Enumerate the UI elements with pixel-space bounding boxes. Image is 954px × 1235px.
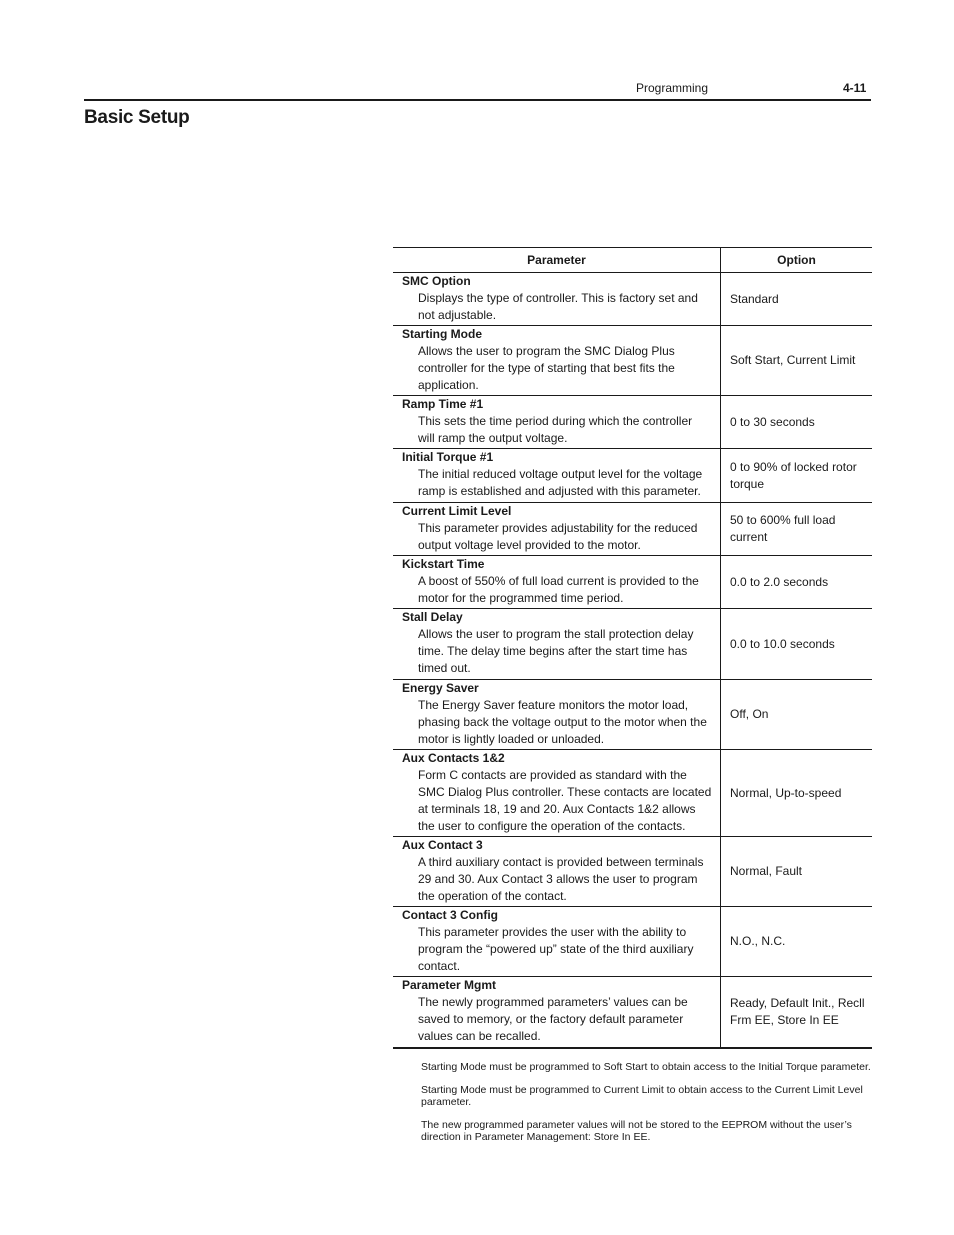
parameter-name: Starting Mode [402, 327, 482, 341]
parameter-name: Stall Delay [402, 610, 463, 624]
parameter-cell [393, 449, 721, 503]
parameter-description: This sets the time period during which the controller will ramp the output voltage. [418, 414, 693, 445]
header-section-label: Programming [636, 81, 709, 95]
footnote: Starting Mode must be programmed to Soft Start to obtain access to the Initial Torque parameter. [421, 1061, 871, 1073]
parameter-name: Parameter Mgmt [402, 978, 497, 992]
parameter-name: Energy Saver [402, 681, 479, 695]
column-header-parameter: Parameter [393, 248, 721, 273]
parameter-description: A third auxiliary contact is provided between terminals 29 and 30. Aux Contact 3 allows the user to program the operation of the contact. [418, 855, 704, 903]
parameter-cell [393, 837, 721, 907]
parameter-description: The Energy Saver feature monitors the motor load, phasing back the voltage output to the motor when the motor is lightly loaded or unloaded. [418, 698, 707, 746]
table-row [393, 907, 872, 977]
parameter-description: Allows the user to program the stall protection delay time. The delay time begins after the start time has timed out. [418, 627, 694, 675]
parameter-cell [393, 396, 721, 449]
parameter-name: Aux Contact 3 [402, 838, 483, 852]
table-header-row [393, 248, 872, 273]
parameter-name: Ramp Time #1 [402, 397, 484, 411]
table-row [393, 556, 872, 609]
option-cell: Standard [721, 273, 873, 326]
option-cell: Soft Start, Current Limit [721, 326, 873, 396]
footnotes [421, 1061, 873, 1154]
parameter-cell [393, 680, 721, 750]
parameter-cell [393, 503, 721, 556]
table-row [393, 449, 872, 503]
parameter-cell [393, 556, 721, 609]
table-row [393, 503, 872, 556]
option-cell: Ready, Default Init., Recll Frm EE, Store In EE [721, 977, 873, 1048]
column-header-option: Option [721, 248, 873, 273]
parameter-cell [393, 750, 721, 837]
parameter-table [393, 247, 872, 1049]
table-row [393, 273, 872, 326]
table-row [393, 837, 872, 907]
table-row [393, 396, 872, 449]
parameter-cell [393, 977, 721, 1048]
option-cell: Normal, Fault [721, 837, 873, 907]
parameter-description: Allows the user to program the SMC Dialog Plus controller for the type of starting that best fits the application. [418, 344, 675, 392]
parameter-description: This parameter provides the user with the ability to program the “powered up” state of the third auxiliary contact. [418, 925, 694, 973]
table-row [393, 326, 872, 396]
parameter-name: Aux Contacts 1&2 [402, 751, 505, 765]
table-row [393, 680, 872, 750]
parameter-name: SMC Option [402, 274, 471, 288]
parameter-name: Current Limit Level [402, 504, 512, 518]
parameter-name: Initial Torque #1 [402, 450, 494, 464]
parameter-cell [393, 326, 721, 396]
parameter-description: Displays the type of controller. This is factory set and not adjustable. [418, 291, 698, 322]
table-row [393, 609, 872, 680]
option-cell: 50 to 600% full load current [721, 503, 873, 556]
footnote: The new programmed parameter values will not be stored to the EEPROM without the user’s direction in Parameter Management: Store In EE. [421, 1119, 852, 1143]
parameter-name: Contact 3 Config [402, 908, 498, 922]
parameter-description: The newly programmed parameters’ values can be saved to memory, or the factory default parameter values can be recalled. [418, 995, 688, 1043]
parameter-description: The initial reduced voltage output level for the voltage ramp is established and adjusted with this parameter. [418, 467, 703, 498]
option-cell: N.O., N.C. [721, 907, 873, 977]
parameter-description: Form C contacts are provided as standard with the SMC Dialog Plus controller. These contacts are located at terminals 18, 19 and 20. Aux Contacts 1&2 allows the user to configure the operation of the contacts. [418, 768, 712, 833]
option-cell: 0 to 30 seconds [721, 396, 873, 449]
parameter-description: This parameter provides adjustability for the reduced output voltage level provided to the motor. [418, 521, 698, 552]
option-cell: 0.0 to 10.0 seconds [721, 609, 873, 680]
footnote: Starting Mode must be programmed to Current Limit to obtain access to the Current Limit Level parameter. [421, 1084, 863, 1108]
option-cell: Normal, Up-to-speed [721, 750, 873, 837]
option-cell: 0.0 to 2.0 seconds [721, 556, 873, 609]
parameter-cell [393, 907, 721, 977]
parameter-cell [393, 609, 721, 680]
parameter-name: Kickstart Time [402, 557, 485, 571]
header-page-number: 4-11 [843, 81, 867, 95]
parameter-cell [393, 273, 721, 326]
table-row [393, 977, 872, 1048]
table-row [393, 750, 872, 837]
page-title: Basic Setup [84, 107, 190, 128]
option-cell: 0 to 90% of locked rotor torque [721, 449, 873, 503]
option-cell: Off, On [721, 680, 873, 750]
parameter-description: A boost of 550% of full load current is provided to the motor for the programmed time period. [418, 574, 699, 605]
header-rule [84, 99, 871, 101]
